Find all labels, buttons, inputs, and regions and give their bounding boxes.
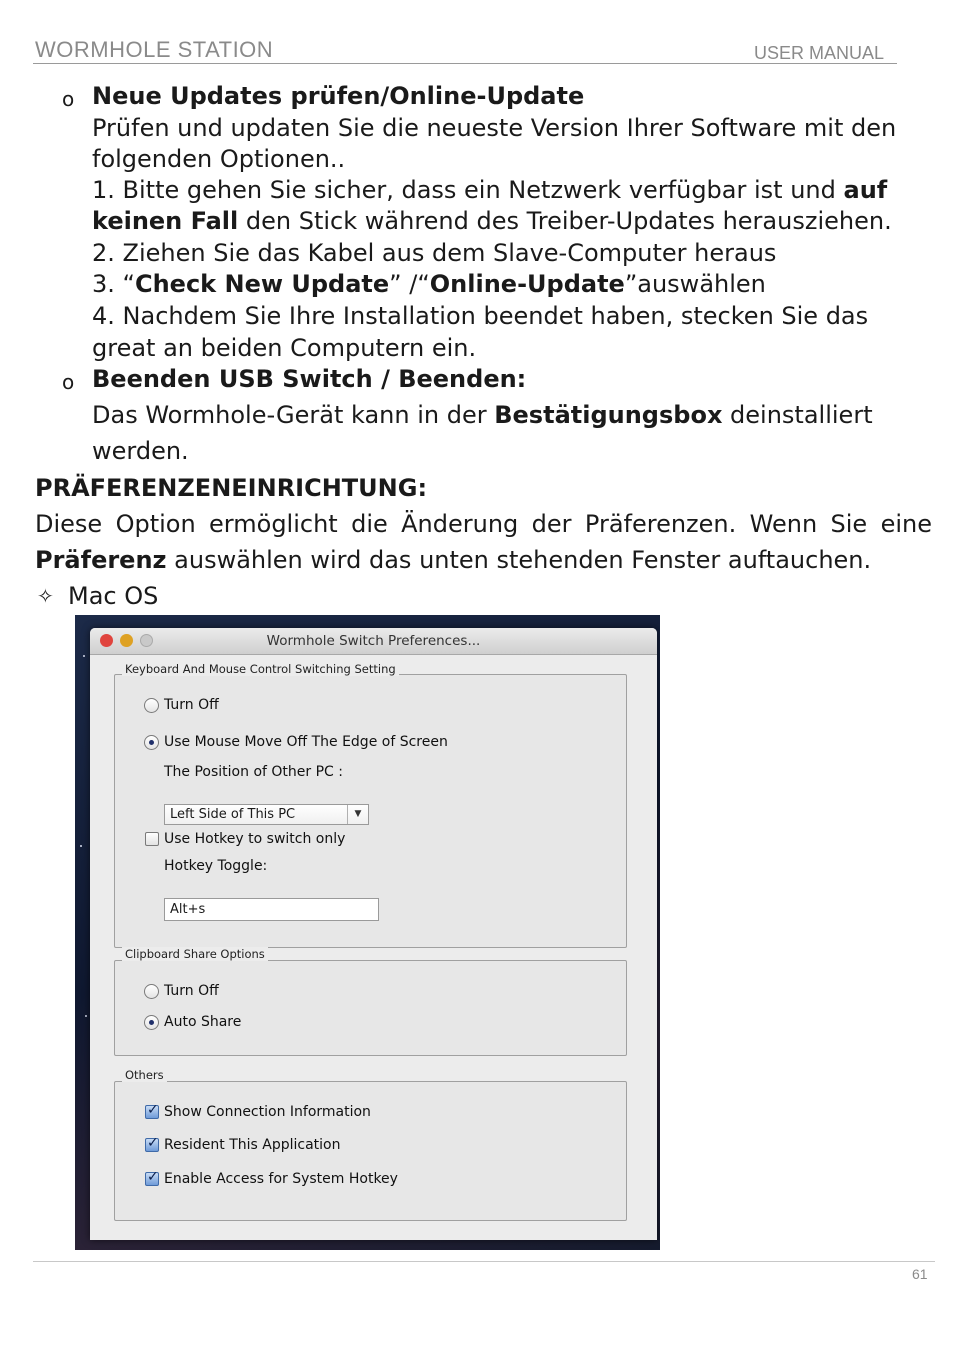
preferences-window xyxy=(90,628,657,1240)
update-heading: Neue Updates prüfen/Online-Update xyxy=(92,82,585,110)
page-number: 61 xyxy=(912,1266,928,1282)
window-titlebar xyxy=(90,628,657,655)
turn-off-radio[interactable] xyxy=(144,698,159,713)
header-divider xyxy=(33,63,897,64)
use-mouse-label: Use Mouse Move Off The Edge of Screen xyxy=(164,734,448,750)
enable-access-label: Enable Access for System Hotkey xyxy=(164,1171,398,1187)
chevron-down-icon: ▼ xyxy=(347,805,368,824)
auto-share-radio[interactable] xyxy=(144,1015,159,1030)
paragraph-line: keinen Fall den Stick während des Treiber-Updates herausziehen. xyxy=(92,207,892,235)
mac-os-label: Mac OS xyxy=(68,582,159,610)
paragraph-line: Das Wormhole-Gerät kann in der Bestätigungsbox deinstalliert xyxy=(92,401,873,429)
show-connection-label: Show Connection Information xyxy=(164,1104,371,1120)
paragraph-line: 2. Ziehen Sie das Kabel aus dem Slave-Computer heraus xyxy=(92,239,777,267)
hotkey-only-checkbox[interactable] xyxy=(145,832,159,846)
document-section: USER MANUAL xyxy=(754,43,885,63)
position-select[interactable] xyxy=(164,804,369,825)
clipboard-group xyxy=(114,960,627,1056)
clipboard-turn-off-label: Turn Off xyxy=(164,983,219,999)
position-label: The Position of Other PC : xyxy=(164,764,343,780)
paragraph-line: folgenden Optionen.. xyxy=(92,145,346,173)
position-select-value: Left Side of This PC xyxy=(170,807,296,822)
document-title: WORMHOLE STATION xyxy=(35,37,274,62)
resident-checkbox[interactable] xyxy=(145,1138,159,1152)
preferences-screenshot xyxy=(75,615,660,1250)
window-title: Wormhole Switch Preferences... xyxy=(266,633,481,649)
show-connection-checkbox[interactable] xyxy=(145,1105,159,1119)
paragraph-line: 3. “Check New Update” /“Online-Update”auswählen xyxy=(92,270,766,298)
clipboard-turn-off-radio[interactable] xyxy=(144,984,159,999)
hotkey-toggle-label: Hotkey Toggle: xyxy=(164,858,268,874)
clipboard-group-label: Clipboard Share Options xyxy=(122,947,268,961)
paragraph-line: 4. Nachdem Sie Ihre Installation beendet haben, stecken Sie das xyxy=(92,302,869,330)
enable-access-checkbox[interactable] xyxy=(145,1172,159,1186)
paragraph-line: great an beiden Computern ein. xyxy=(92,334,477,362)
bullet-marker: o xyxy=(62,87,75,111)
exit-heading: Beenden USB Switch / Beenden: xyxy=(92,365,527,393)
paragraph-line: 1. Bitte gehen Sie sicher, dass ein Netzwerk verfügbar ist und auf xyxy=(92,176,888,204)
bullet-marker: o xyxy=(62,370,75,394)
keyboard-mouse-group-label: Keyboard And Mouse Control Switching Setting xyxy=(122,662,399,676)
use-mouse-radio[interactable] xyxy=(144,735,159,750)
paragraph-line: Prüfen und updaten Sie die neueste Version Ihrer Software mit den xyxy=(92,114,897,142)
paragraph-line: werden. xyxy=(92,437,189,465)
auto-share-label: Auto Share xyxy=(164,1014,242,1030)
hotkey-only-label: Use Hotkey to switch only xyxy=(164,831,346,847)
resident-label: Resident This Application xyxy=(164,1137,341,1153)
turn-off-label: Turn Off xyxy=(164,697,219,713)
footer-divider xyxy=(33,1261,935,1262)
hotkey-input-value: Alt+s xyxy=(170,902,206,917)
others-group-label: Others xyxy=(122,1068,167,1082)
preferences-paragraph: Diese Option ermöglicht die Änderung der Präferenzen. Wenn Sie eine Präferenz auswählen wird das unten stehenden Fenster auftauchen. xyxy=(35,510,932,574)
sparkle-icon: ✧ xyxy=(37,584,54,608)
preferences-heading: PRÄFERENZENEINRICHTUNG: xyxy=(35,474,428,502)
hotkey-input[interactable] xyxy=(164,898,379,921)
